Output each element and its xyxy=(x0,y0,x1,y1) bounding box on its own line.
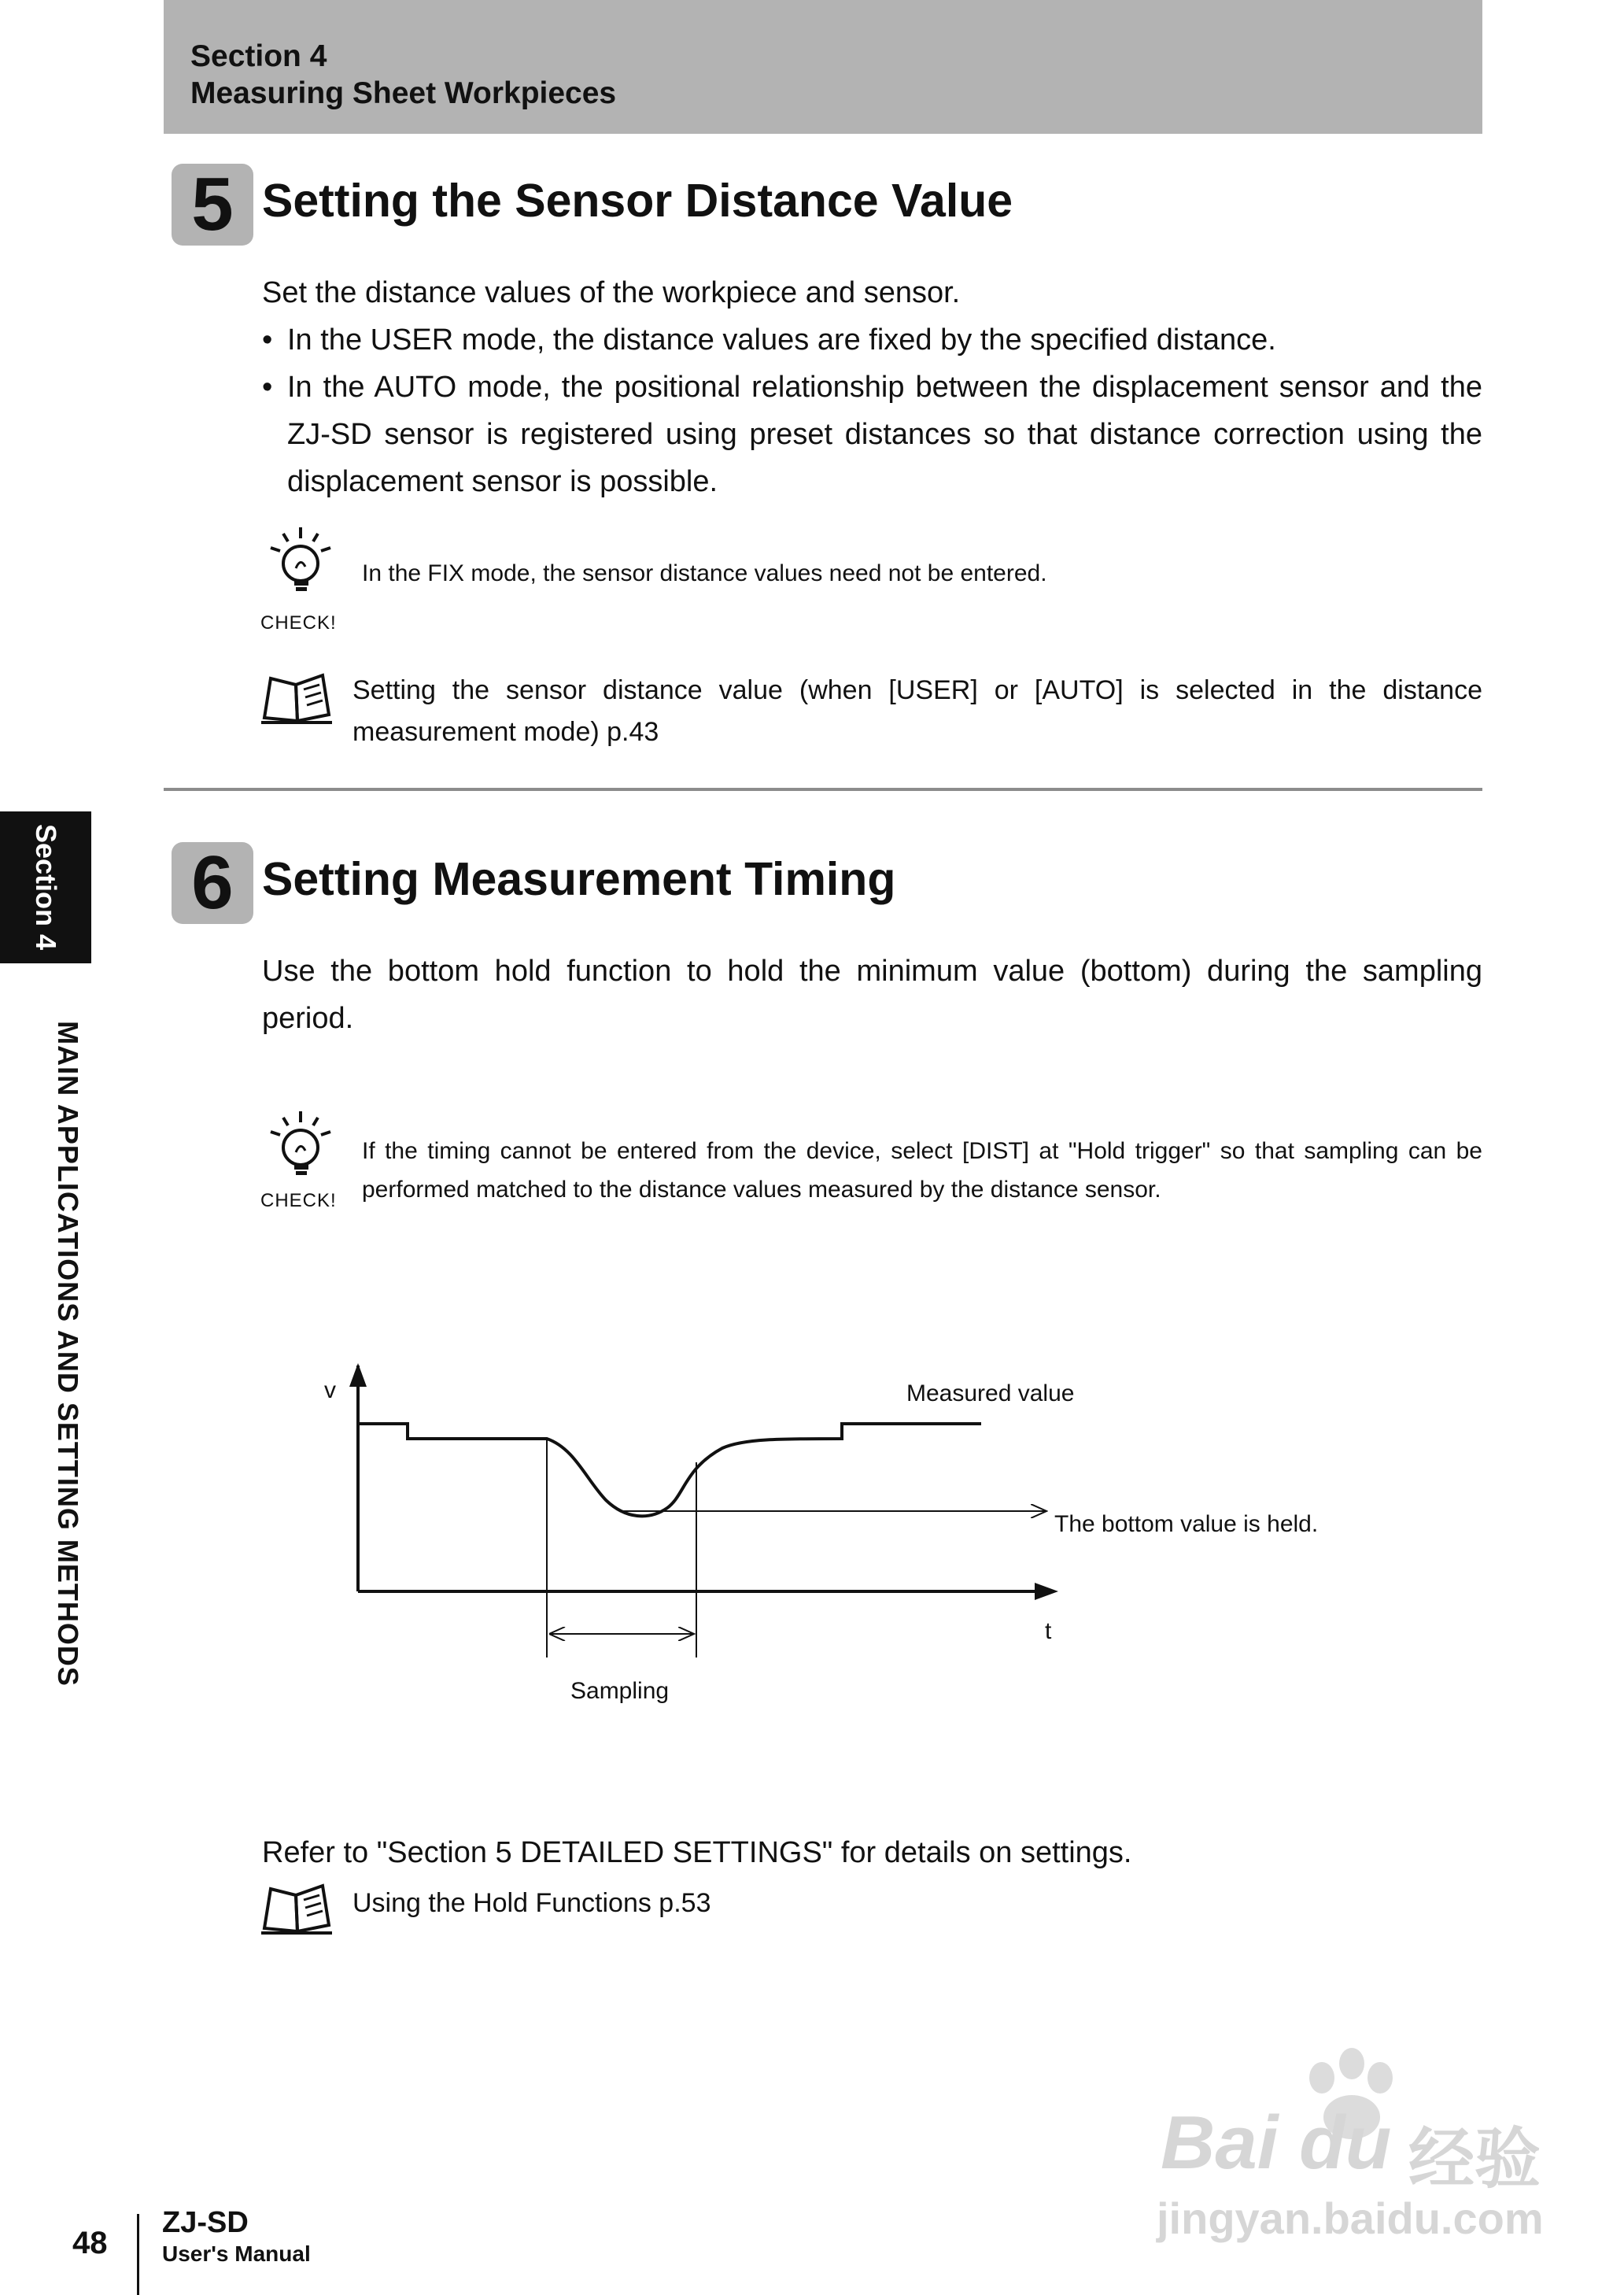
x-axis-label: t xyxy=(1045,1618,1052,1644)
side-section-label: Section 4 xyxy=(30,823,62,951)
step-5-number: 5 xyxy=(172,164,253,246)
step-6-title: Setting Measurement Timing xyxy=(262,853,896,905)
reference-book-icon xyxy=(260,671,334,726)
page-number: 48 xyxy=(72,2226,108,2260)
product-name: ZJ-SD xyxy=(162,2206,249,2239)
header-subtitle: Measuring Sheet Workpieces xyxy=(190,76,617,110)
check-lightbulb-icon xyxy=(260,519,346,606)
measured-value-line xyxy=(358,1424,981,1516)
header-section: Section 4 xyxy=(190,39,327,73)
step-5-check-note: In the FIX mode, the sensor distance values need not be entered. xyxy=(362,560,1047,586)
bullet-dot: • xyxy=(262,371,273,404)
bullet-dot: • xyxy=(262,323,273,357)
bullet-text: In the AUTO mode, the positional relationship between the displacement sensor and the ZJ-SD sensor is registered using preset distances so that distance correction using the displacement sensor is possible. xyxy=(287,371,1482,498)
step-6-check-note: If the timing cannot be entered from the device, select [DIST] at "Hold trigger" so that sampling can be performed matched to the distance values measured by the distance sensor. xyxy=(362,1138,1482,1203)
reference-book-icon xyxy=(260,1881,334,1936)
watermark-brand: Bai du xyxy=(1161,2101,1392,2185)
check-label: CHECK! xyxy=(260,1190,337,1211)
manual-label: User's Manual xyxy=(162,2241,311,2266)
watermark-url: jingyan.baidu.com xyxy=(1157,2193,1544,2243)
watermark-brand-cn: 经验 xyxy=(1408,2122,1541,2196)
section-divider xyxy=(164,788,1482,791)
y-axis-arrow xyxy=(349,1363,367,1387)
bottom-held-label: The bottom value is held. xyxy=(1054,1511,1319,1537)
y-axis-label: v xyxy=(324,1377,336,1403)
sampling-label: Sampling xyxy=(570,1678,670,1704)
check-lightbulb-icon xyxy=(260,1103,346,1190)
bullet-text: In the USER mode, the distance values are fixed by the specified distance. xyxy=(287,323,1276,357)
step-6-reference[interactable]: Using the Hold Functions p.53 xyxy=(352,1888,711,1918)
step-5-reference[interactable]: Setting the sensor distance value (when [USER] or [AUTO] is selected in the distance measurement mode) p.43 xyxy=(352,675,1482,747)
check-label: CHECK! xyxy=(260,612,337,634)
x-axis-arrow xyxy=(1035,1583,1058,1600)
measured-value-label: Measured value xyxy=(906,1380,1075,1406)
step-6-number: 6 xyxy=(172,842,253,924)
step-6-outro: Refer to "Section 5 DETAILED SETTINGS" for details on settings. xyxy=(262,1836,1132,1869)
step-5-intro: Set the distance values of the workpiece and sensor. xyxy=(262,276,961,309)
step-5-title: Setting the Sensor Distance Value xyxy=(262,175,1013,227)
footer-divider xyxy=(137,2214,139,2295)
step-6-intro: Use the bottom hold function to hold the minimum value (bottom) during the sampling period. xyxy=(262,955,1482,1035)
header-band xyxy=(164,0,1482,134)
side-chapter-label: MAIN APPLICATIONS AND SETTING METHODS xyxy=(52,1021,84,1687)
